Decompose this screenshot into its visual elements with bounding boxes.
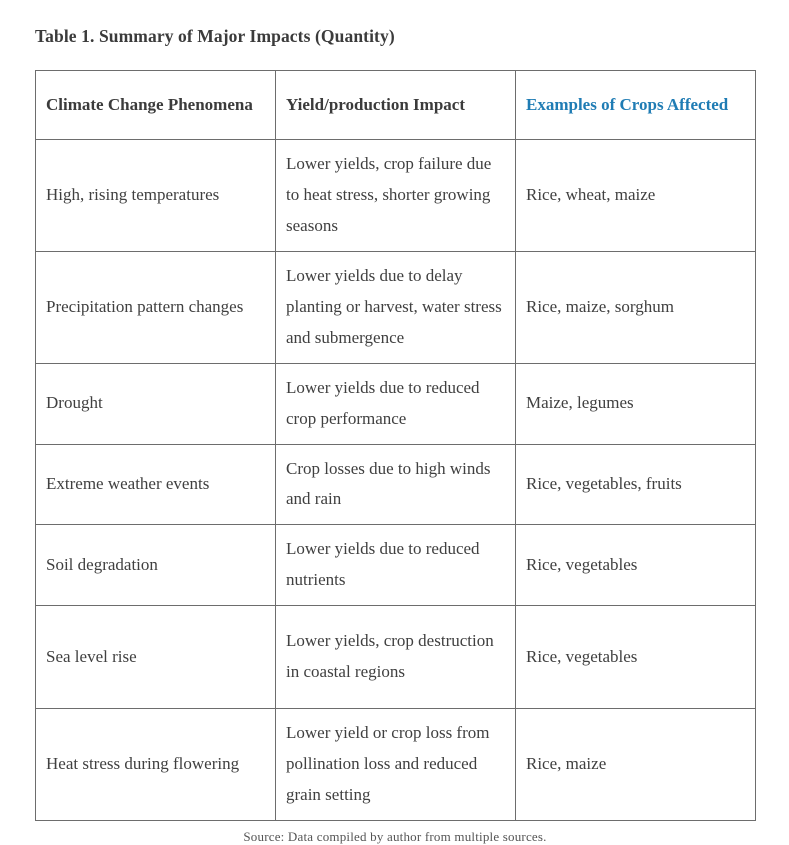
header-row bbox=[36, 71, 756, 140]
cell-phenomena: Soil degradation bbox=[36, 525, 276, 606]
column-header-crops: Examples of Crops Affected bbox=[516, 71, 756, 140]
table-row bbox=[36, 140, 756, 252]
source-note: Source: Data compiled by author from multiple sources. bbox=[243, 829, 547, 845]
cell-crops: Rice, maize, sorghum bbox=[516, 251, 756, 363]
cell-crops: Maize, legumes bbox=[516, 363, 756, 444]
table-row bbox=[36, 444, 756, 525]
cell-impact: Crop losses due to high winds and rain bbox=[276, 444, 516, 525]
table-row bbox=[36, 606, 756, 709]
cell-crops: Rice, vegetables bbox=[516, 525, 756, 606]
table-row bbox=[36, 363, 756, 444]
cell-crops: Rice, maize bbox=[516, 709, 756, 821]
cell-crops: Rice, vegetables bbox=[516, 606, 756, 709]
cell-impact: Lower yields due to delay planting or harvest, water stress and submergence bbox=[276, 251, 516, 363]
cell-impact: Lower yields, crop failure due to heat stress, shorter growing seasons bbox=[276, 140, 516, 252]
cell-phenomena: Extreme weather events bbox=[36, 444, 276, 525]
column-header-phenomena: Climate Change Phenomena bbox=[36, 71, 276, 140]
cell-phenomena: Heat stress during flowering bbox=[36, 709, 276, 821]
table-row bbox=[36, 251, 756, 363]
cell-phenomena: High, rising temperatures bbox=[36, 140, 276, 252]
column-header-impact: Yield/production Impact bbox=[276, 71, 516, 140]
cell-crops: Rice, vegetables, fruits bbox=[516, 444, 756, 525]
cell-impact: Lower yields due to reduced nutrients bbox=[276, 525, 516, 606]
cell-crops: Rice, wheat, maize bbox=[516, 140, 756, 252]
impacts-table bbox=[35, 70, 756, 821]
cell-impact: Lower yields due to reduced crop performance bbox=[276, 363, 516, 444]
table-title: Table 1. Summary of Major Impacts (Quantity) bbox=[35, 26, 395, 46]
cell-impact: Lower yields, crop destruction in coastal regions bbox=[276, 606, 516, 709]
table-row bbox=[36, 709, 756, 821]
cell-impact: Lower yield or crop loss from pollination loss and reduced grain setting bbox=[276, 709, 516, 821]
cell-phenomena: Sea level rise bbox=[36, 606, 276, 709]
table-row bbox=[36, 525, 756, 606]
cell-phenomena: Precipitation pattern changes bbox=[36, 251, 276, 363]
cell-phenomena: Drought bbox=[36, 363, 276, 444]
